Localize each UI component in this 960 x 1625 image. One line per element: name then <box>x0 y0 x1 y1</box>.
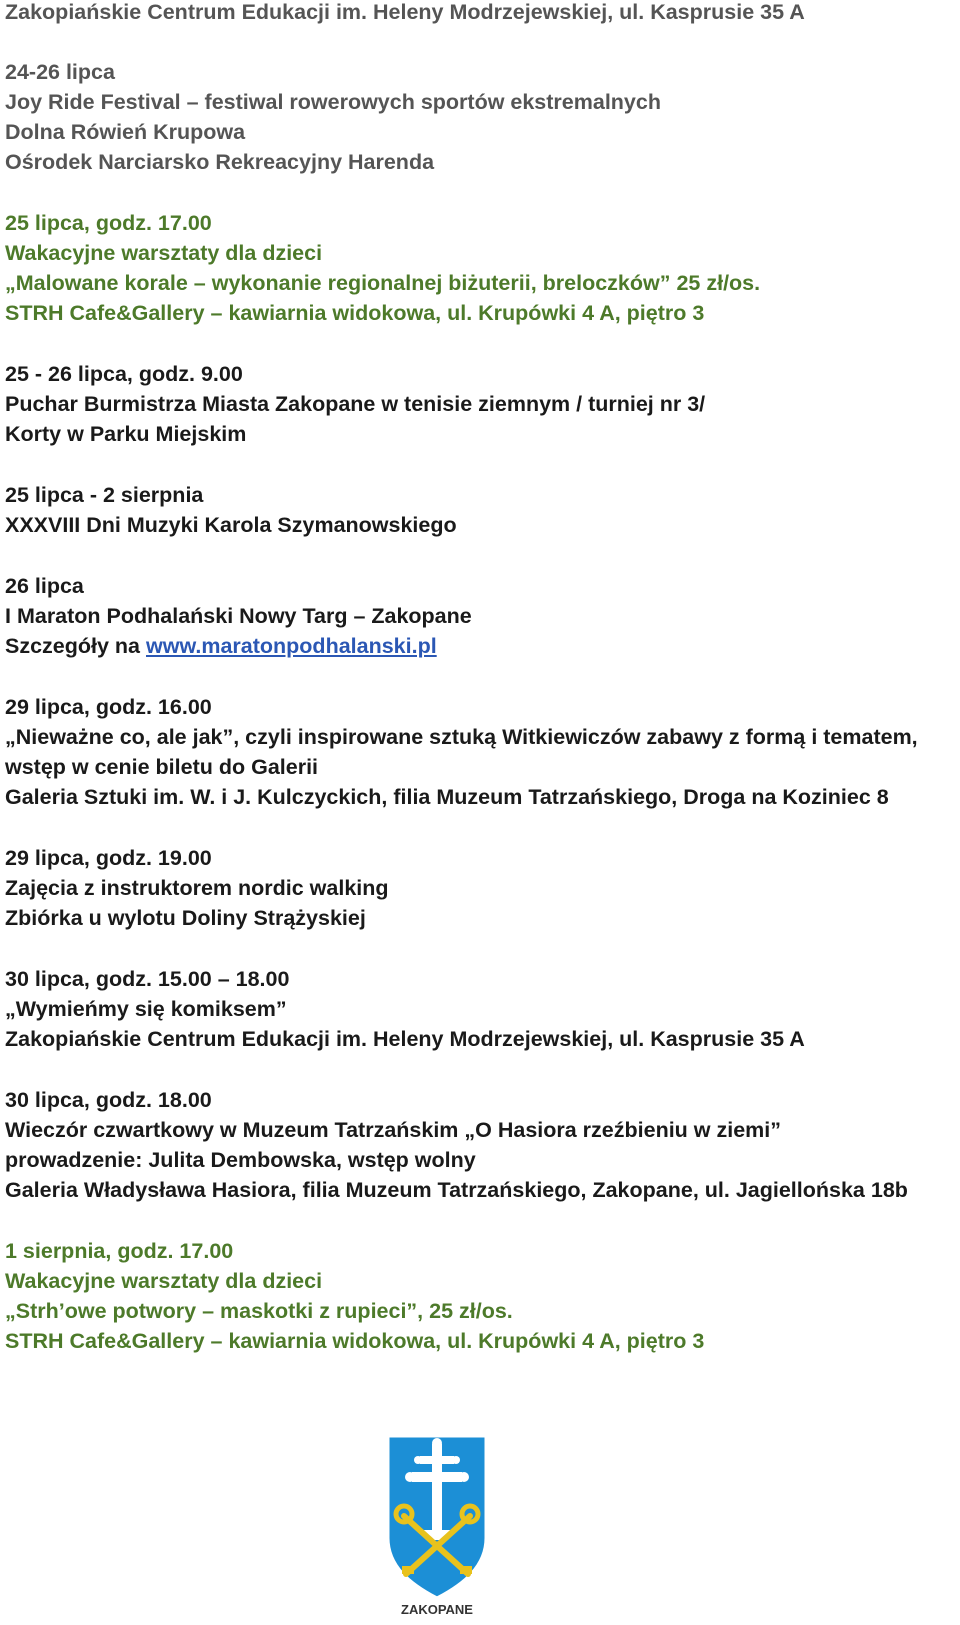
event-title: Wieczór czwartkowy w Muzeum Tatrzańskim „O Hasiora rzeźbieniu w ziemi” <box>5 1118 781 1142</box>
details-prefix: Szczegóły na <box>5 634 146 658</box>
event-venue: Zbiórka u wylotu Doliny Strążyskiej <box>5 906 366 930</box>
crest-logo-text: ZAKOPANE <box>401 1602 473 1617</box>
event-place: Dolna Rówień Krupowa <box>5 120 246 144</box>
event-date: 25 lipca, godz. 17.00 <box>5 211 212 235</box>
event-title: Joy Ride Festival – festiwal rowerowych sportów ekstremalnych <box>5 90 661 114</box>
event-venue: STRH Cafe&Gallery – kawiarnia widokowa, ul. Krupówki 4 A, piętro 3 <box>5 301 705 325</box>
crest-shield-icon <box>382 1434 492 1620</box>
event-date: 29 lipca, godz. 16.00 <box>5 695 212 719</box>
event-title: XXXVIII Dni Muzyki Karola Szymanowskiego <box>5 513 457 537</box>
marathon-website-link[interactable]: www.maratonpodhalanski.pl <box>146 634 437 658</box>
event-date: 26 lipca <box>5 574 84 598</box>
event-subtitle: wstęp w cenie biletu do Galerii <box>5 755 319 779</box>
event-subtitle: „Strh’owe potwory – maskotki z rupieci”, 25 zł/os. <box>5 1299 513 1323</box>
venue-line: Zakopiańskie Centrum Edukacji im. Heleny Modrzejewskiej, ul. Kasprusie 35 A <box>5 0 805 24</box>
event-details <box>5 631 437 661</box>
event-venue: Zakopiańskie Centrum Edukacji im. Heleny Modrzejewskiej, ul. Kasprusie 35 A <box>5 1027 805 1051</box>
event-subtitle: „Malowane korale – wykonanie regionalnej biżuterii, breloczków” 25 zł/os. <box>5 271 761 295</box>
event-venue: Galeria Sztuki im. W. i J. Kulczyckich, filia Muzeum Tatrzańskiego, Droga na Koziniec 8 <box>5 785 889 809</box>
event-title: Wakacyjne warsztaty dla dzieci <box>5 241 323 265</box>
event-venue: Galeria Władysława Hasiora, filia Muzeum Tatrzańskiego, Zakopane, ul. Jagiellońska 18b <box>5 1178 908 1202</box>
event-title: Zajęcia z instruktorem nordic walking <box>5 876 389 900</box>
event-subtitle: prowadzenie: Julita Dembowska, wstęp wolny <box>5 1148 476 1172</box>
event-venue: Ośrodek Narciarsko Rekreacyjny Harenda <box>5 150 435 174</box>
event-title: „Wymieńmy się komiksem” <box>5 997 287 1021</box>
event-title: I Maraton Podhalański Nowy Targ – Zakopane <box>5 604 472 628</box>
zakopane-crest-logo <box>382 1434 492 1620</box>
event-date: 24-26 lipca <box>5 60 115 84</box>
event-date: 30 lipca, godz. 15.00 – 18.00 <box>5 967 290 991</box>
event-date: 29 lipca, godz. 19.00 <box>5 846 212 870</box>
event-date: 1 sierpnia, godz. 17.00 <box>5 1239 234 1263</box>
event-title: Puchar Burmistrza Miasta Zakopane w tenisie ziemnym / turniej nr 3/ <box>5 392 706 416</box>
event-date: 25 - 26 lipca, godz. 9.00 <box>5 362 243 386</box>
event-title: Wakacyjne warsztaty dla dzieci <box>5 1269 323 1293</box>
event-venue: STRH Cafe&Gallery – kawiarnia widokowa, ul. Krupówki 4 A, piętro 3 <box>5 1329 705 1353</box>
event-date: 30 lipca, godz. 18.00 <box>5 1088 212 1112</box>
event-date: 25 lipca - 2 sierpnia <box>5 483 204 507</box>
event-venue: Korty w Parku Miejskim <box>5 422 247 446</box>
event-title: „Nieważne co, ale jak”, czyli inspirowane sztuką Witkiewiczów zabawy z formą i tematem, <box>5 725 918 749</box>
